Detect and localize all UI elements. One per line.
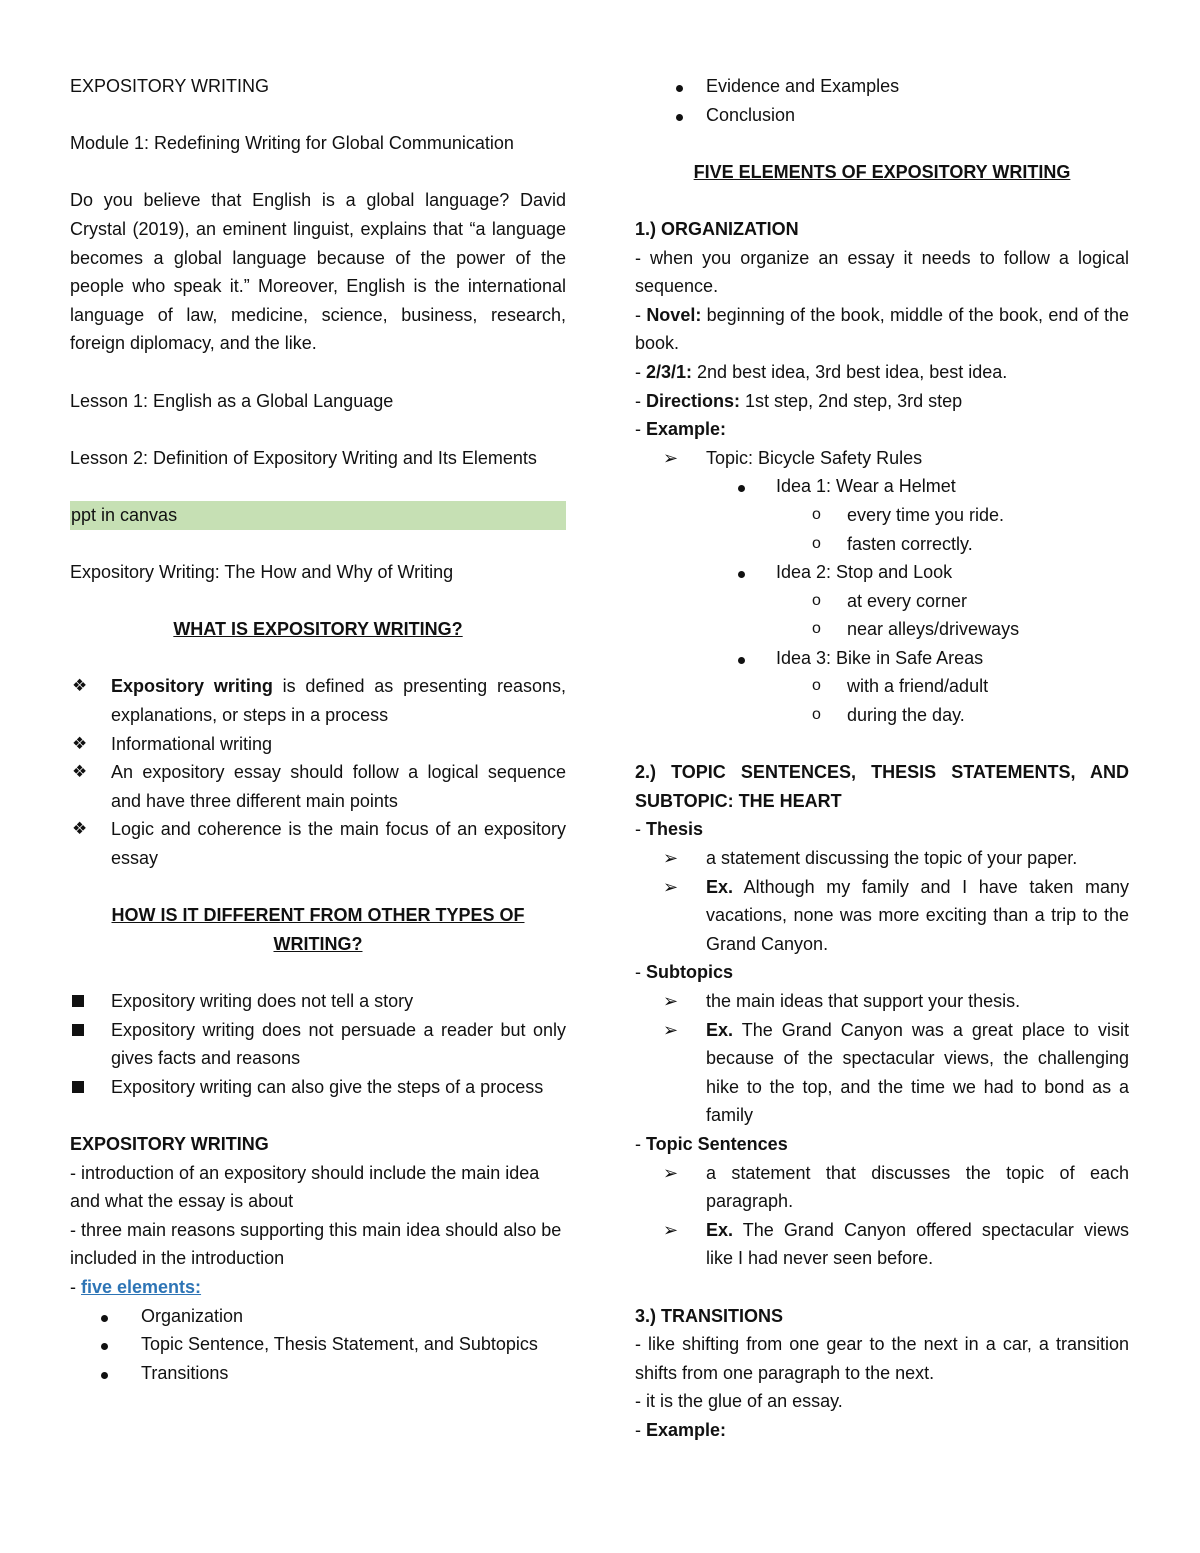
ew-heading: EXPOSITORY WRITING: [70, 1133, 269, 1154]
five-elements-line: - five elements:: [70, 1276, 202, 1297]
square-bullet-icon: [72, 1016, 84, 1045]
topic-sentences-heading: 2.) TOPIC SENTENCES, THESIS STATEMENTS, AND SUBTOPIC: THE HEART: [635, 762, 1129, 811]
item-text: the main ideas that support your thesis.: [706, 991, 1021, 1011]
transitions-heading: 3.) TRANSITIONS: [635, 1305, 784, 1326]
circle-bullet-icon: o: [812, 677, 821, 695]
lesson-1: Lesson 1: English as a Global Language: [70, 390, 394, 411]
sub-item: [635, 501, 1129, 530]
sub-item: [635, 587, 1129, 616]
item-text: Informational writing: [111, 733, 273, 754]
sub-item: [635, 530, 1129, 559]
item-text: near alleys/driveways: [847, 619, 1020, 640]
idea-item: [635, 472, 1129, 501]
org-novel: - Novel: beginning of the book, middle of the book, end of the book.: [635, 304, 1130, 354]
list-item: [70, 1330, 566, 1359]
item-text: Transitions: [141, 1362, 229, 1383]
circle-bullet-icon: o: [812, 505, 821, 523]
item-text: Expository writing does not tell a story: [111, 991, 414, 1011]
dot-bullet-icon: [101, 1302, 108, 1331]
idea-item: [635, 558, 1129, 587]
arrow-bullet-icon: ➢: [663, 1219, 679, 1240]
subtopics-label: - Subtopics: [635, 962, 734, 983]
circle-bullet-icon: o: [812, 706, 821, 724]
list-item: [70, 1359, 566, 1388]
left-column: [70, 72, 566, 1387]
dot-bullet-icon: [101, 1359, 108, 1388]
arrow-bullet-icon: ➢: [663, 1019, 679, 1040]
list-item: [70, 672, 566, 729]
list-item: [70, 987, 566, 1016]
four-diamond-bullet-icon: ❖: [72, 762, 88, 782]
diff-heading-line1: HOW IS IT DIFFERENT FROM OTHER TYPES OF: [111, 905, 525, 926]
org-directions: - Directions: 1st step, 2nd step, 3rd step: [635, 390, 963, 411]
bold-term: Ex.: [706, 1019, 734, 1040]
highlight-note: ppt in canvas: [70, 501, 566, 530]
square-bullet-icon: [72, 1073, 84, 1102]
bold-term: Ex.: [706, 1219, 734, 1240]
item-text: a statement discussing the topic of your paper.: [706, 848, 1078, 869]
dot-bullet-icon: [101, 1330, 108, 1359]
ew-line: - introduction of an expository should include the main idea and what the essay is about: [70, 1162, 540, 1212]
list-item: [70, 1073, 566, 1102]
five-elements-heading: FIVE ELEMENTS OF EXPOSITORY WRITING: [693, 161, 1071, 182]
org-line: - when you organize an essay it needs to follow a logical sequence.: [635, 247, 1129, 297]
bold-term: Expository writing: [111, 676, 273, 697]
item-text: Organization: [141, 1305, 244, 1326]
list-item: [635, 101, 1129, 130]
arrow-bullet-icon: ➢: [663, 1162, 679, 1183]
list-item: [635, 1159, 1129, 1216]
right-column: [635, 72, 1129, 1445]
topic-sentences-label: - Topic Sentences: [635, 1133, 788, 1154]
five-elements-link[interactable]: five elements:: [81, 1276, 202, 1297]
circle-bullet-icon: o: [812, 534, 821, 552]
sub-item: [635, 615, 1129, 644]
item-text: An expository essay should follow a logical sequence and have three different main points: [111, 762, 566, 811]
arrow-bullet-icon: ➢: [663, 848, 679, 869]
subtitle: Expository Writing: The How and Why of Writing: [70, 562, 454, 583]
list-item: [635, 72, 1129, 101]
arrow-bullet-icon: ➢: [663, 876, 679, 897]
item-text: with a friend/adult: [847, 676, 989, 697]
sub-item: [635, 672, 1129, 701]
sub-item: [635, 701, 1129, 730]
what-heading: WHAT IS EXPOSITORY WRITING?: [173, 619, 463, 640]
transitions-example: - Example:: [635, 1419, 727, 1440]
four-diamond-bullet-icon: ❖: [72, 676, 88, 696]
item-text: The Grand Canyon was a great place to visit because of the spectacular views, the challenging hike to the top, and the time we had to bond as a family: [706, 1019, 1129, 1126]
item-text: Expository writing does not persuade a reader but only gives facts and reasons: [111, 1019, 566, 1069]
organization-heading: 1.) ORGANIZATION: [635, 218, 799, 239]
item-text: at every corner: [847, 590, 968, 611]
org-example: - Example:: [635, 419, 727, 440]
item-text: Conclusion: [706, 104, 796, 125]
item-text: fasten correctly.: [847, 533, 973, 554]
thesis-label: - Thesis: [635, 819, 704, 840]
item-text: The Grand Canyon offered spectacular views like I had never seen before.: [706, 1219, 1129, 1269]
list-item: [635, 873, 1129, 959]
list-item: [70, 815, 566, 872]
list-item: [635, 1016, 1129, 1130]
idea-label: Idea 1: Wear a Helmet: [776, 476, 956, 497]
arrow-bullet-icon: ➢: [663, 447, 679, 468]
arrow-bullet-icon: ➢: [663, 991, 679, 1011]
list-item: [70, 758, 566, 815]
transitions-line: - it is the glue of an essay.: [635, 1391, 843, 1412]
bold-term: Ex.: [706, 876, 734, 897]
org-231: - 2/3/1: 2nd best idea, 3rd best idea, best idea.: [635, 361, 1008, 382]
idea-label: Idea 2: Stop and Look: [776, 562, 953, 583]
transitions-line: - like shifting from one gear to the next in a car, a transition shifts from one paragraph to the next.: [635, 1334, 1129, 1383]
item-text: Although my family and I have taken many vacations, none was more exciting than a trip to the Grand Canyon.: [706, 876, 1129, 954]
dot-bullet-icon: [676, 101, 683, 130]
idea-item: [635, 644, 1129, 673]
item-text: Evidence and Examples: [706, 76, 900, 96]
list-item: [70, 730, 566, 759]
list-item: [70, 1302, 566, 1331]
item-text: is defined as presenting reasons, explanations, or steps in a process: [111, 676, 566, 726]
dot-bullet-icon: [738, 472, 745, 501]
four-diamond-bullet-icon: ❖: [72, 819, 88, 839]
item-text: Logic and coherence is the main focus of an expository essay: [111, 819, 566, 869]
item-text: Expository writing can also give the steps of a process: [111, 1076, 544, 1097]
intro-paragraph: Do you believe that English is a global language? David Crystal (2019), an eminent linguist, explains that “a language becomes a global language because of the power of the people who speak it.” Moreover, English is the international language of law, medicine, science, business, research, foreign diplomacy, and the like.: [70, 190, 566, 354]
list-item: [70, 1016, 566, 1073]
idea-label: Idea 3: Bike in Safe Areas: [776, 647, 984, 668]
doc-title: EXPOSITORY WRITING: [70, 76, 270, 96]
lesson-2: Lesson 2: Definition of Expository Writing and Its Elements: [70, 447, 537, 468]
ew-line: - three main reasons supporting this main idea should also be included in the introduction: [70, 1219, 562, 1269]
module-heading: Module 1: Redefining Writing for Global Communication: [70, 133, 514, 154]
square-bullet-icon: [72, 987, 84, 1016]
item-text: during the day.: [847, 705, 965, 726]
item-text: Topic Sentence, Thesis Statement, and Subtopics: [141, 1334, 538, 1355]
four-diamond-bullet-icon: ❖: [72, 733, 88, 753]
item-text: every time you ride.: [847, 504, 1005, 525]
circle-bullet-icon: o: [812, 591, 821, 609]
list-item: [635, 987, 1129, 1016]
item-text: Topic: Bicycle Safety Rules: [706, 447, 923, 468]
diff-heading-line2: WRITING?: [273, 933, 363, 954]
dot-bullet-icon: [738, 644, 745, 673]
item-text: a statement that discusses the topic of each paragraph.: [706, 1162, 1129, 1212]
dot-bullet-icon: [676, 72, 683, 101]
list-item: [635, 1216, 1129, 1273]
circle-bullet-icon: o: [812, 620, 821, 638]
dot-bullet-icon: [738, 558, 745, 587]
list-item: [635, 444, 1129, 473]
list-item: [635, 844, 1129, 873]
